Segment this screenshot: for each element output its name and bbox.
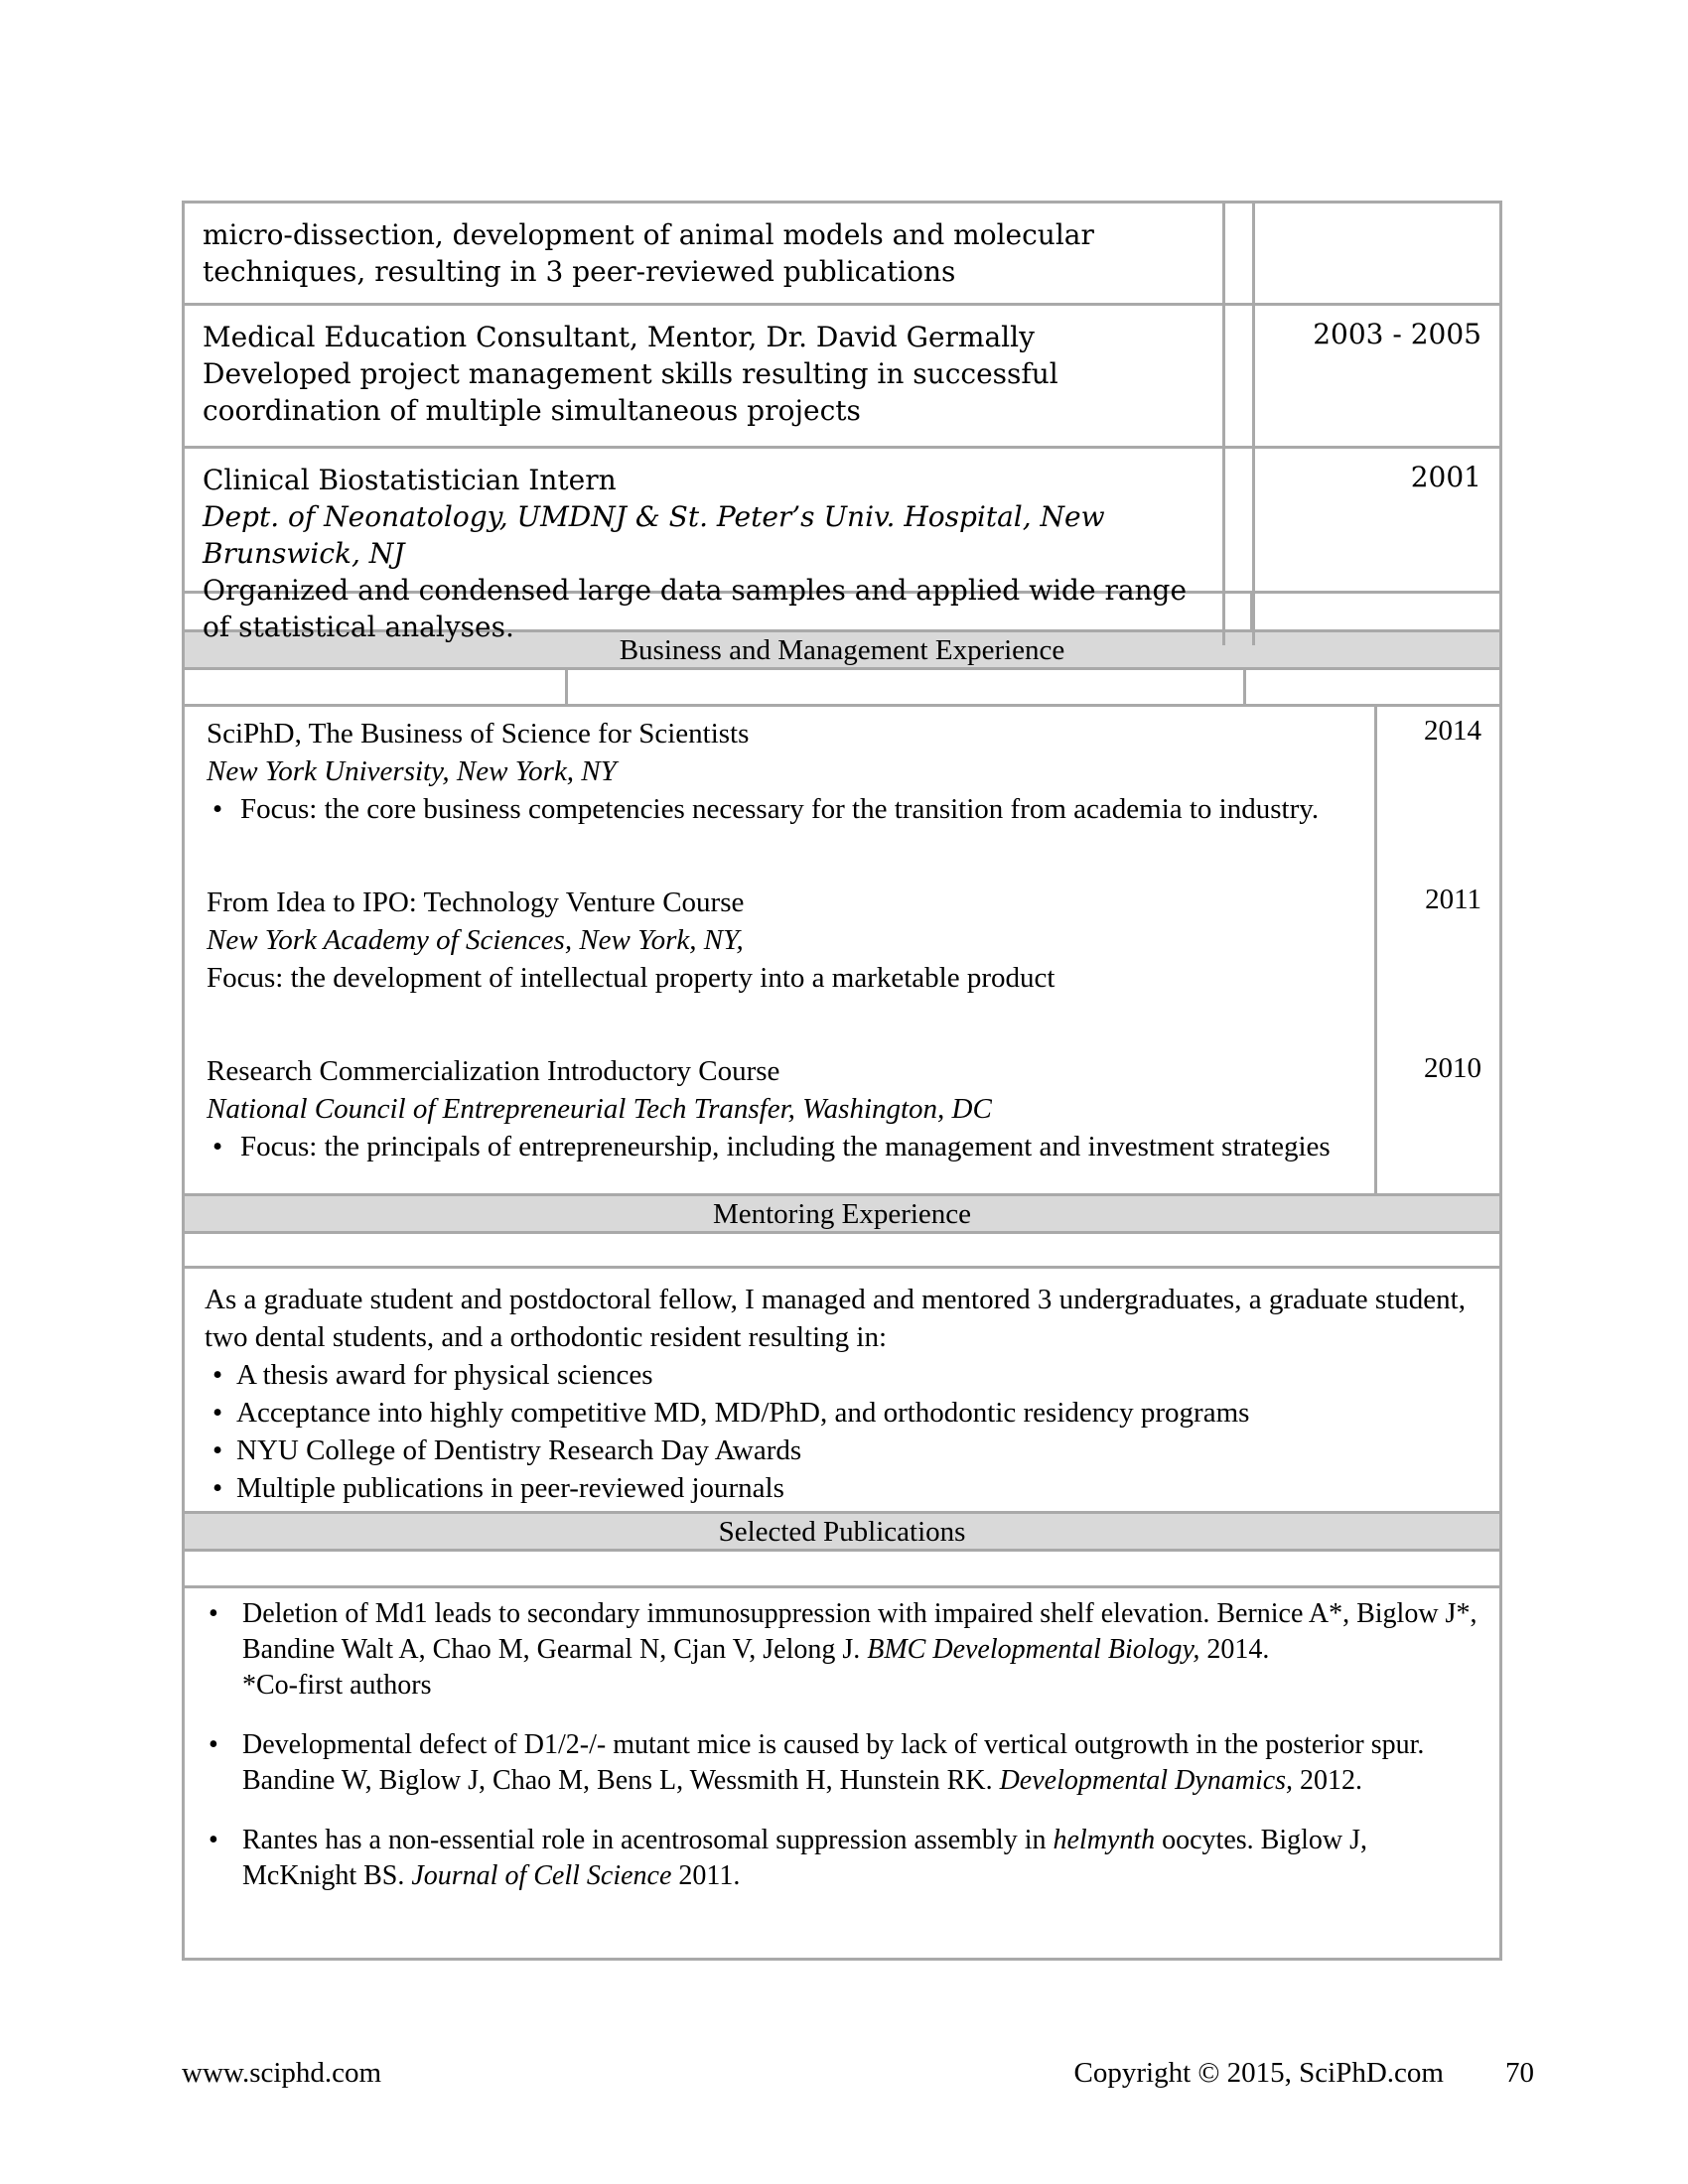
- experience-description: Developed project management skills resulting in successful coordination of multiple simultaneous projects: [203, 357, 1058, 427]
- date-cell: 2010: [1374, 1044, 1499, 1193]
- date-cell: 2014: [1374, 707, 1499, 876]
- list-item: [205, 1469, 1481, 1507]
- mentoring-experience-row: [182, 1269, 1502, 1514]
- mentoring-bullet-text: NYU College of Dentistry Research Day Awards: [236, 1434, 802, 1466]
- date-cell: [1252, 204, 1499, 303]
- publication-citation: Deletion of Md1 leads to secondary immunosuppression with impaired shelf elevation. Bernice A*, Biglow J*, Bandine Walt A, Chao M, Gearmal N, Cjan V, Jelong J. BMC Developmental Biology, 2014.: [242, 1598, 1477, 1665]
- spacer-cell: [1222, 306, 1252, 446]
- page-footer: [182, 2057, 1534, 2090]
- mentoring-bullet-text: A thesis award for physical sciences: [236, 1359, 653, 1391]
- mentoring-bullet-list: [205, 1356, 1481, 1507]
- footer-website: www.sciphd.com: [182, 2057, 382, 2089]
- experience-row-continuation: [182, 201, 1502, 306]
- publications-row: [182, 1588, 1502, 1961]
- footer-copyright: Copyright © 2015, SciPhD.com: [1073, 2057, 1444, 2089]
- focus-bullet: [207, 790, 1364, 828]
- publication-citation: Developmental defect of D1/2-/- mutant mice is caused by lack of vertical outgrowth in the posterior spur. Bandine W, Biglow J, Chao M, Bens L, Wessmith H, Hunstein RK. Developmental Dynamics, 2012.: [242, 1729, 1425, 1796]
- publication-citation: Rantes has a non-essential role in acentrosomal suppression assembly in helmynth oocytes. Biglow J, McKnight BS. Journal of Cell Science 2011.: [242, 1825, 1368, 1891]
- mentoring-intro: As a graduate student and postdoctoral fellow, I managed and mentored 3 undergraduates, a graduate student, two dental students, and a orthodontic resident resulting in:: [205, 1284, 1466, 1353]
- mentoring-bullet-text: Acceptance into highly competitive MD, MD/PhD, and orthodontic residency programs: [236, 1397, 1250, 1429]
- focus-bullet: [207, 1128, 1364, 1165]
- publication-text: [242, 1727, 1479, 1799]
- experience-description: micro-dissection, development of animal models and molecular techniques, resulting in 3 peer-reviewed publications: [203, 218, 1094, 288]
- business-experience-row: [182, 707, 1502, 1196]
- experience-description: Organized and condensed large data samples and applied wide range of statistical analyses.: [203, 574, 1188, 643]
- bullet-icon: •: [212, 1472, 223, 1504]
- bullet-icon: •: [212, 793, 223, 825]
- entry-focus: Focus: the principals of entrepreneurship, including the management and investment strategies: [240, 1131, 1331, 1162]
- spacer-cell: [565, 670, 1243, 704]
- spacer-cell: [185, 670, 565, 704]
- publication-item: [207, 1823, 1479, 1894]
- entry-title: SciPhD, The Business of Science for Scientists: [207, 718, 750, 750]
- business-entry-sciphd: [185, 707, 1374, 876]
- bullet-icon: •: [212, 1359, 223, 1391]
- business-entry-research-commercialization: [185, 1044, 1374, 1193]
- section-header-business: [182, 632, 1502, 670]
- date-cell: 2011: [1374, 876, 1499, 1044]
- section-header-label: Business and Management Experience: [619, 634, 1065, 666]
- mentoring-bullet-text: Multiple publications in peer-reviewed journals: [236, 1472, 784, 1504]
- bullet-icon: •: [209, 1598, 218, 1629]
- publication-item: [207, 1727, 1479, 1799]
- list-item: [205, 1432, 1481, 1469]
- entry-title: Research Commercialization Introductory Course: [207, 1055, 780, 1087]
- resume-table: [182, 201, 1502, 1961]
- spacer-cell: [1250, 594, 1499, 629]
- mentoring-content: [185, 1269, 1499, 1511]
- date-cell: 2001: [1252, 449, 1499, 645]
- bullet-icon: •: [212, 1434, 223, 1466]
- experience-title: Clinical Biostatistician Intern: [203, 464, 617, 496]
- footer-right-group: [1074, 2057, 1534, 2090]
- publication-note: *Co-first authors: [242, 1670, 432, 1701]
- spacer-row: [182, 594, 1502, 632]
- experience-row-medical-education: [182, 306, 1502, 449]
- publication-text: [242, 1823, 1479, 1894]
- section-header-label: Mentoring Experience: [712, 1198, 972, 1230]
- bullet-icon: •: [209, 1729, 218, 1760]
- bullet-icon: •: [212, 1397, 223, 1429]
- bullet-icon: •: [209, 1825, 218, 1855]
- experience-row-clinical-biostatistician: [182, 449, 1502, 643]
- publications-content: [185, 1588, 1499, 1958]
- entry-organization: National Council of Entrepreneurial Tech Transfer, Washington, DC: [207, 1093, 992, 1125]
- publication-text: [242, 1596, 1479, 1704]
- spacer-row: [182, 1552, 1502, 1588]
- entry-focus: Focus: the development of intellectual property into a marketable product: [207, 962, 1055, 994]
- business-entry-ipo-course: [185, 876, 1374, 1044]
- experience-text: [185, 306, 1222, 446]
- experience-organization: Dept. of Neonatology, UMDNJ & St. Peter’s Univ. Hospital, New Brunswick, NJ: [203, 500, 1105, 570]
- spacer-cell: [185, 1234, 1499, 1266]
- bullet-icon: •: [212, 1131, 223, 1162]
- list-item: [205, 1356, 1481, 1394]
- spacer-cell: [185, 1552, 1499, 1585]
- list-item: [205, 1394, 1481, 1432]
- footer-page-number: 70: [1505, 2057, 1534, 2089]
- publication-item: [207, 1596, 1479, 1704]
- experience-title: Medical Education Consultant, Mentor, Dr. David Germally: [203, 321, 1035, 353]
- entry-organization: New York Academy of Sciences, New York, NY,: [207, 924, 744, 956]
- spacer-row: [182, 670, 1502, 707]
- section-header-publications: [182, 1514, 1502, 1552]
- entry-organization: New York University, New York, NY: [207, 755, 617, 787]
- section-header-label: Selected Publications: [718, 1516, 966, 1548]
- entry-focus: Focus: the core business competencies necessary for the transition from academia to industry.: [240, 793, 1320, 825]
- spacer-cell: [1222, 204, 1252, 303]
- spacer-cell: [1243, 670, 1499, 704]
- date-cell: 2003 - 2005: [1252, 306, 1499, 446]
- spacer-cell: [185, 594, 1250, 629]
- section-header-mentoring: [182, 1196, 1502, 1234]
- spacer-row: [182, 1234, 1502, 1269]
- entry-title: From Idea to IPO: Technology Venture Course: [207, 887, 745, 918]
